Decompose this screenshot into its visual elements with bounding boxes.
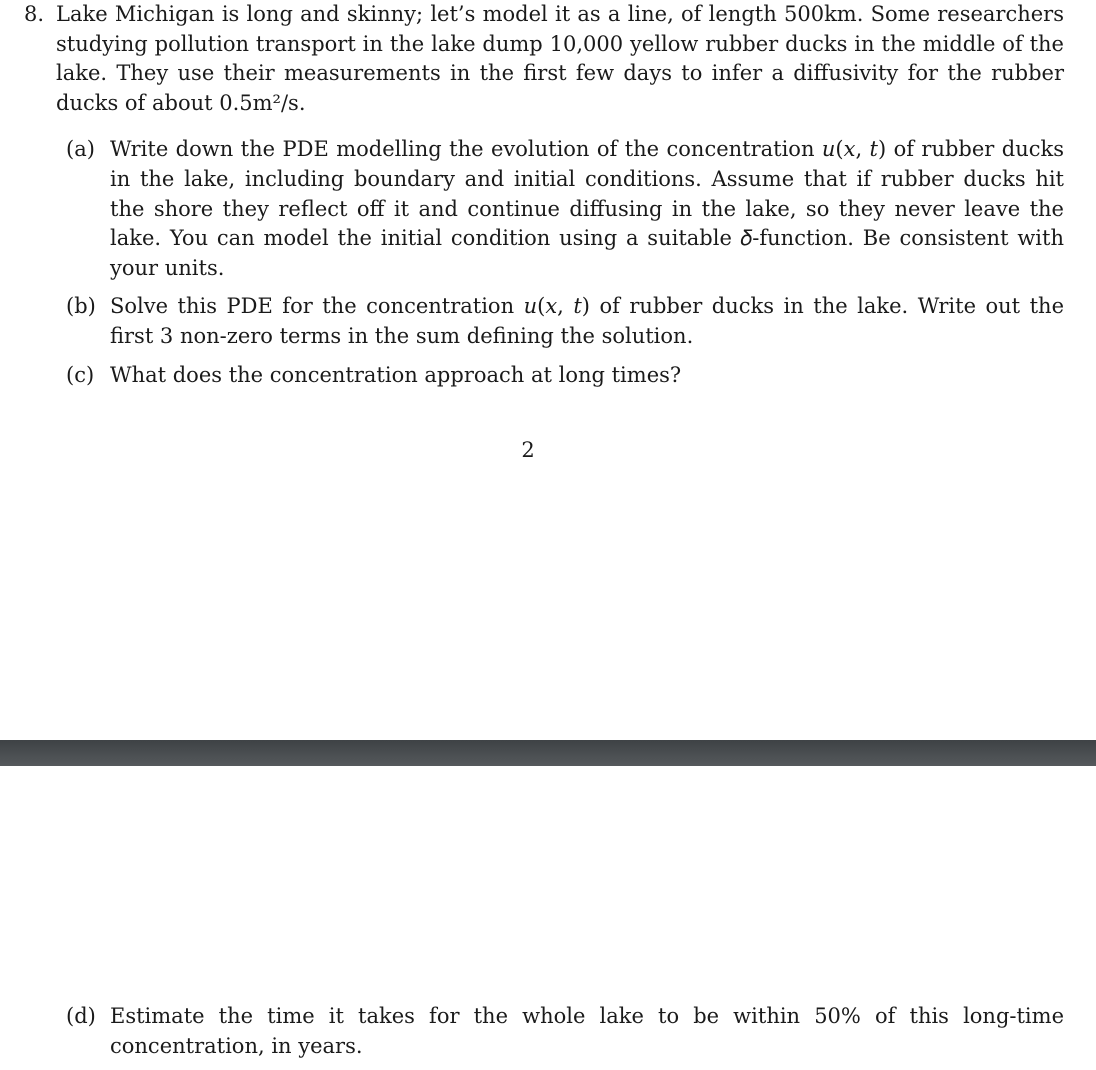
part-d	[66, 1002, 1064, 1061]
question-text: Lake Michigan is long and skinny; let’s model it as a line, of length 500km. Some researchers studying pollution transport in the lake dump 10,000 yellow rubber ducks in the middle of the lake. They use their measurements in the first few days to infer a diffusivity for the rubber ducks of about 0.5m²/s.	[56, 2, 1064, 115]
page-number: 2	[521, 438, 535, 462]
page-2	[0, 766, 1096, 1070]
part-b-label: (b)	[66, 294, 96, 319]
part-a	[66, 135, 1064, 283]
part-c-text: What does the concentration approach at long times?	[110, 362, 682, 387]
part-d-label: (d)	[66, 1004, 96, 1028]
part-d-text: Estimate the time it takes for the whole lake to be within 50% of this long-time concentration, in years.	[110, 1004, 1064, 1058]
part-a-label: (a)	[66, 137, 95, 162]
part-c-label: (c)	[66, 362, 95, 387]
page-separator	[0, 740, 1096, 766]
part-a-text: Write down the PDE modelling the evolution of the concentration 𝑢(𝑥, 𝑡) of rubber ducks in the lake, including boundary and initial conditions. Assume that if rubber ducks hit the shore they reflect off it and continue diffusing in the lake, so they never leave the lake. You can model the initial condition using a suitable 𝛿-function. Be consistent with your units.	[110, 137, 1064, 280]
part-c	[66, 361, 1064, 391]
question-number: 8.	[24, 2, 45, 26]
question-8	[24, 0, 1064, 399]
question-parts	[66, 135, 1064, 390]
part-b	[66, 292, 1064, 351]
part-b-text: Solve this PDE for the concentration 𝑢(𝑥, 𝑡) of rubber ducks in the lake. Write out the first 3 non-zero terms in the sum defining the solution.	[110, 294, 1064, 348]
